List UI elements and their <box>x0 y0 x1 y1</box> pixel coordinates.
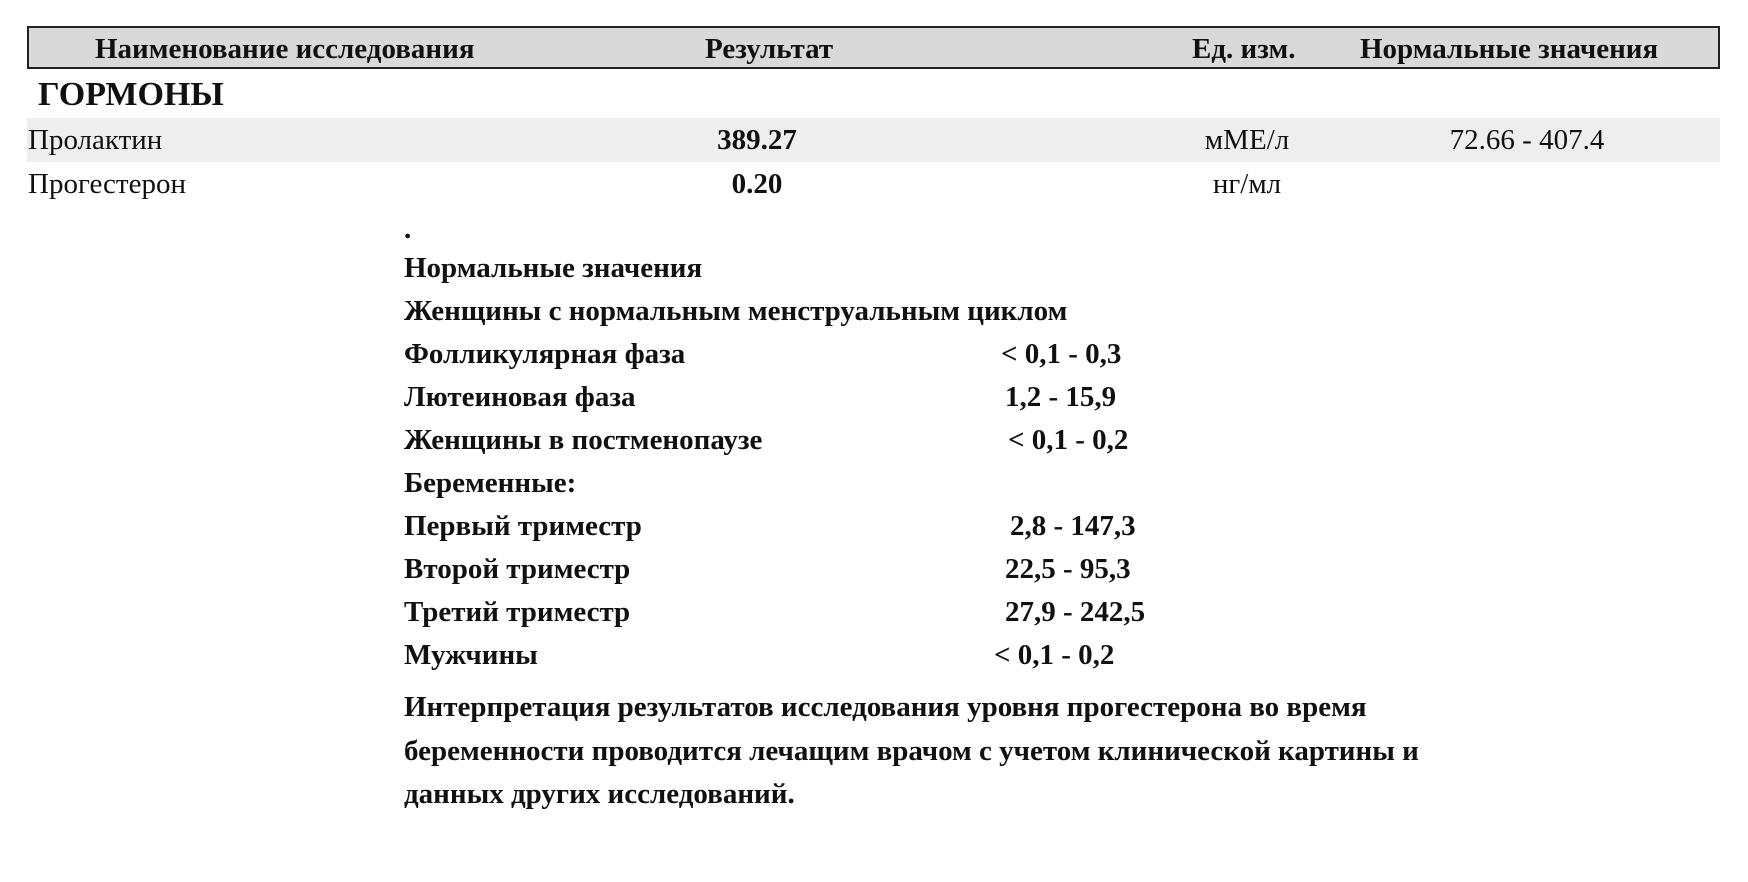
reference-value: 27,9 - 242,5 <box>1005 596 1146 628</box>
reference-heading: Нормальные значения <box>404 252 703 284</box>
reference-row-first-trimester <box>404 510 1304 550</box>
reference-value: 2,8 - 147,3 <box>1010 510 1136 542</box>
reference-value: 1,2 - 15,9 <box>1005 381 1117 413</box>
test-result: 0.20 <box>731 168 783 200</box>
reference-row-luteal <box>404 381 1304 421</box>
column-header-result: Результат <box>705 33 834 65</box>
test-name: Прогестерон <box>28 168 186 200</box>
reference-label: Беременные: <box>404 467 577 499</box>
table-row-progesterone <box>27 162 1720 206</box>
reference-value: < 0,1 - 0,3 <box>1001 338 1122 370</box>
test-result: 389.27 <box>717 124 797 156</box>
comment-dot: . <box>404 213 412 245</box>
reference-label: Первый триместр <box>404 510 642 542</box>
column-header-normal-values: Нормальные значения <box>1360 33 1659 65</box>
interpretation-line: данных других исследований. <box>404 778 795 810</box>
column-header-test-name: Наименование исследования <box>95 33 475 65</box>
interpretation-line: беременности проводится лечащим врачом с учетом клинической картины и <box>404 734 1419 767</box>
reference-label: Лютеиновая фаза <box>404 381 636 413</box>
table-row-prolactin <box>27 118 1720 162</box>
reference-row-third-trimester <box>404 596 1304 636</box>
column-header-unit: Ед. изм. <box>1192 33 1296 65</box>
reference-label: Мужчины <box>404 639 538 671</box>
reference-value: 22,5 - 95,3 <box>1005 553 1131 585</box>
results-table-header <box>27 26 1720 69</box>
reference-label: Третий триместр <box>404 596 631 628</box>
reference-row-men <box>404 639 1304 679</box>
test-unit: мМЕ/л <box>1204 124 1290 156</box>
reference-label: Фолликулярная фаза <box>404 338 686 370</box>
test-unit: нг/мл <box>1212 168 1282 200</box>
reference-row-follicular <box>404 338 1304 378</box>
interpretation-line: Интерпретация результатов исследования уровня прогестерона во время <box>404 691 1367 723</box>
reference-row-second-trimester <box>404 553 1304 593</box>
reference-row-postmenopause <box>404 424 1304 464</box>
section-title-hormones: ГОРМОНЫ <box>38 76 224 113</box>
reference-row-pregnant <box>404 467 1304 507</box>
test-normal-range: 72.66 - 407.4 <box>1449 124 1605 156</box>
reference-value: < 0,1 - 0,2 <box>1008 424 1129 456</box>
interpretation-note <box>404 686 1604 817</box>
reference-subheading: Женщины с нормальным менструальным циклом <box>404 295 1068 327</box>
reference-value: < 0,1 - 0,2 <box>994 639 1115 671</box>
reference-label: Женщины в постменопаузе <box>404 424 763 456</box>
reference-label: Второй триместр <box>404 553 631 585</box>
test-name: Пролактин <box>28 124 163 156</box>
